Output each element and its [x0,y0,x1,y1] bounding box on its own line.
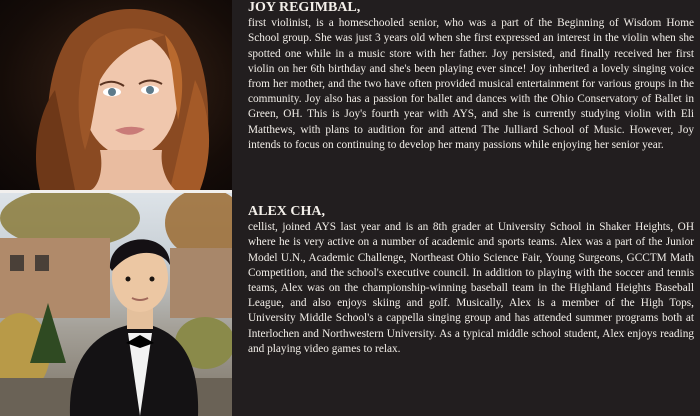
bio-paragraph: ALEX CHA, cellist, joined AYS last year and is an 8th grader at University School in Shaker Heights, OH where he is very active on a number of academic and sports teams. Alex was a part of the Junior Model U.N., Academic Challenge, Northeast Ohio Science Fair, Young Surgeons, GCCTM Math Competition, and the school's executive council. In addition to playing with the soccer and tennis teams, Alex was on the championship-winning baseball team in the Highland Heights Baseball League, and also enjoys skiing and golf. Musically, Alex is a member of the High Tops, University Middle School's a cappella singing group and has attended summer programs both at Interlochen and Northwestern University. As a typical middle school student, Alex enjoys reading and playing video games to relax. [248,204,694,355]
joy-regimbal-photo [0,0,232,190]
bio-text: first violinist, is a homeschooled senior, who was a part of the Beginning of Wisdom Home School group. She was just 3 years old when she first expressed an interest in the violin when she spotted one while in a music store with her father. Joy persisted, and finally received her first violin on her 6th birthday and she's been playing ever since! Joy inherited a lovely singing voice from her mother, and the two have often provided musical entertainment for various groups in the community. Joy also has a passion for ballet and dances with the Ohio Conservatory of Ballet in Green, OH. This is Joy's fourth year with AYS, and she is currently studying violin with Eli Matthews, with plans to audition for and attend The Julliard School of Music. However, Joy intends to focus on continuing to develop her many passions while enjoying her senior year. [248,17,694,151]
bio-name: JOY REGIMBAL [248,0,357,15]
bio-name: ALEX CHA [248,204,322,219]
portrait-illustration [0,193,232,416]
alex-bio [248,204,694,357]
bio-paragraph: JOY REGIMBAL, first violinist, is a homeschooled senior, who was a part of the Beginning of Wisdom Home School group. She was just 3 years old when she first expressed an interest in the violin when she spotted one while in a music store with her father. Joy persisted, and finally received her first violin on her 6th birthday and she's been playing ever since! Joy inherited a lovely singing voice from her mother, and the two have often provided musical entertainment for various groups in the community. Joy also has a passion for ballet and dances with the Ohio Conservatory of Ballet in Green, OH. This is Joy's fourth year with AYS, and she is currently studying violin with Eli Matthews, with plans to audition for and attend The Julliard School of Music. However, Joy intends to focus on continuing to develop her many passions while enjoying her senior year. [248,0,694,151]
bio-text: cellist, joined AYS last year and is an 8th grader at University School in Shaker Heights, OH where he is very active on a number of academic and sports teams. Alex was a part of the Junior Model U.N., Academic Challenge, Northeast Ohio Science Fair, Young Surgeons, GCCTM Math Competition, and the school's executive council. In addition to playing with the soccer and tennis teams, Alex was on the championship-winning baseball team in the Highland Heights Baseball League, and also enjoys skiing and golf. Musically, Alex is a member of the High Tops, University Middle School's a cappella singing group and has attended summer programs both at Interlochen and Northwestern University. As a typical middle school student, Alex enjoys reading and playing video games to relax. [248,221,694,355]
portrait-illustration [0,0,232,190]
joy-bio [248,0,694,153]
alex-cha-photo [0,193,232,416]
